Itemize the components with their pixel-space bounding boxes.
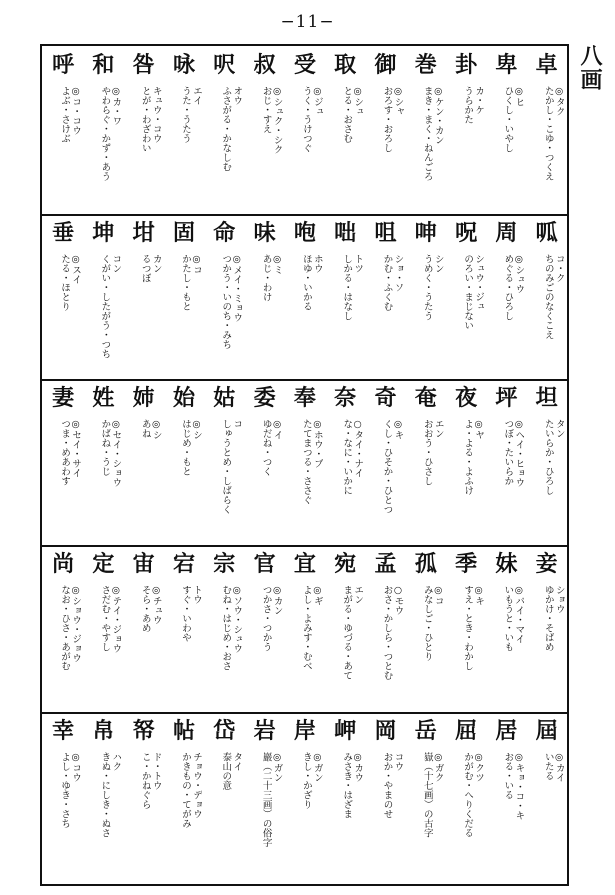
kanji-entry [164, 712, 204, 884]
kanji-entry [164, 46, 204, 214]
kanji-entry [527, 712, 567, 884]
kanji-entry [43, 379, 83, 545]
kanji-reading: ◎シュク・シク おじ・すえ [260, 86, 283, 154]
kanji-entry [245, 545, 285, 712]
kanji-reading: ◎テイ・ジョウ さだむ・やすし [99, 585, 122, 653]
kanji-character: 屈 [455, 718, 478, 744]
kanji-reading: ショウ ゆかけ・そばめ [542, 585, 565, 652]
kanji-reading: チョウ・デョウ かきもの・てがみ [180, 752, 202, 828]
kanji-reading: ◎シ はじめ・もと [180, 419, 202, 476]
kanji-reading: ◎チュウ そら・あめ [139, 585, 162, 633]
kanji-reading: ◎ホウ・ブ たてまつる・ささぐ [300, 419, 323, 505]
kanji-reading: シュウ・ジュ のろい・まじない [462, 254, 485, 330]
kanji-character: 岸 [293, 718, 316, 744]
kanji-character: 宜 [293, 551, 316, 577]
kanji-entry [285, 545, 325, 712]
kanji-reading: コ しゅうとめ・しばらく [220, 419, 243, 514]
kanji-character: 咀 [374, 220, 397, 246]
kanji-character: 咏 [172, 52, 195, 78]
kanji-entry [124, 46, 164, 214]
kanji-character: 妾 [535, 551, 558, 577]
kanji-character: 咄 [334, 220, 357, 246]
kanji-character: 岬 [334, 718, 357, 744]
kanji-reading: ド・トウ こ・かねぐら [139, 752, 162, 809]
kanji-entry [124, 379, 164, 545]
kanji-entry [325, 545, 365, 712]
kanji-entry [164, 379, 204, 545]
kanji-character: 帑 [132, 718, 155, 744]
kanji-entry [204, 379, 244, 545]
kanji-entry [486, 712, 526, 884]
kanji-character: 咆 [293, 220, 316, 246]
kanji-entry [124, 545, 164, 712]
kanji-character: 受 [293, 52, 316, 78]
kanji-reading: ◎ヒ ひくし・いやし [502, 86, 525, 153]
kanji-entry [164, 214, 204, 379]
kanji-reading: ◎ジュ うく・うけつぐ [300, 86, 323, 153]
kanji-entry [83, 46, 123, 214]
kanji-reading: ○タイ・ナイ な・なに・いかに [341, 419, 364, 495]
kanji-entry [124, 214, 164, 379]
kanji-character: 取 [334, 52, 357, 78]
kanji-reading: コ・ク ちのみごのなくこえ [542, 254, 565, 340]
kanji-character: 味 [253, 220, 276, 246]
kanji-reading: ◎コ みなしご・ひとり [421, 585, 444, 661]
kanji-reading: ◎キ すえ・とき・わかし [462, 585, 485, 671]
kanji-character: 姓 [92, 385, 115, 411]
kanji-entry [204, 214, 244, 379]
kanji-reading: トツ しかる・はなし [341, 254, 364, 321]
kanji-character: 帖 [172, 718, 195, 744]
table-row [42, 214, 567, 381]
kanji-entry [366, 712, 406, 884]
kanji-reading: ◎ミ あじ・わけ [260, 254, 283, 302]
kanji-reading: ◎キョ・コ・キ おる・いる [502, 752, 525, 820]
kanji-reading: ○モウ おさ・かしら・つとむ [381, 585, 404, 680]
kanji-character: 季 [455, 551, 478, 577]
kanji-entry [285, 379, 325, 545]
kanji-character: 岡 [374, 718, 397, 744]
kanji-entry [527, 214, 567, 379]
kanji-reading: ◎ガン 巖（二十三画）の俗字 [260, 752, 283, 847]
kanji-entry [83, 214, 123, 379]
kanji-entry [285, 214, 325, 379]
kanji-entry [406, 545, 446, 712]
kanji-reading: ◎バイ・マイ いもうと・いも [502, 585, 525, 652]
kanji-reading: エイ うた・うたう [180, 86, 202, 143]
kanji-entry [366, 214, 406, 379]
kanji-reading: ◎ギ よし・よみす・むべ [300, 585, 323, 671]
kanji-character: 岳 [414, 718, 437, 744]
kanji-reading: オウ ふさがる・かなしむ [220, 86, 243, 172]
kanji-character: 定 [92, 551, 115, 577]
kanji-character: 呻 [414, 220, 437, 246]
kanji-entry [486, 214, 526, 379]
kanji-entry [486, 379, 526, 545]
kanji-entry [43, 214, 83, 379]
kanji-entry [164, 545, 204, 712]
kanji-entry [406, 46, 446, 214]
kanji-entry [446, 545, 486, 712]
kanji-entry [486, 46, 526, 214]
kanji-entry [325, 379, 365, 545]
kanji-reading: エン まがる・ゆづる・あて [341, 585, 364, 680]
kanji-character: 帛 [92, 718, 115, 744]
kanji-reading: ◎セイ・サイ つま・めあわす [59, 419, 82, 486]
kanji-character: 姑 [213, 385, 236, 411]
kanji-character: 孟 [374, 551, 397, 577]
kanji-entry [366, 46, 406, 214]
table-row [42, 712, 567, 884]
kanji-reading: ◎ヤ よ・よる・よふけ [462, 419, 485, 495]
kanji-table [40, 44, 569, 886]
kanji-entry [285, 46, 325, 214]
kanji-entry [43, 545, 83, 712]
kanji-entry [245, 712, 285, 884]
kanji-entry [446, 712, 486, 884]
kanji-reading: ◎コウ よし・ゆき・さち [59, 752, 82, 828]
kanji-character: 呪 [455, 220, 478, 246]
kanji-character: 夜 [455, 385, 478, 411]
kanji-character: 坪 [495, 385, 518, 411]
kanji-reading: ◎シ あね [139, 419, 162, 440]
kanji-entry [204, 712, 244, 884]
kanji-reading: タン たいらか・ひろし [542, 419, 565, 495]
kanji-character: 官 [253, 551, 276, 577]
kanji-reading: ◎ショウ・ジョウ なお・ひさ・あがむ [59, 585, 82, 671]
kanji-entry [527, 545, 567, 712]
kanji-character: 宗 [213, 551, 236, 577]
kanji-entry [527, 46, 567, 214]
kanji-character: 奄 [414, 385, 437, 411]
kanji-character: 叔 [253, 52, 276, 78]
kanji-reading: ◎カイ いたる [542, 752, 565, 782]
kanji-reading: コン くがい・したがう・つち [99, 254, 122, 359]
kanji-reading: ◎カウ みさき・はざま [341, 752, 364, 819]
kanji-reading: ◎シュ とる・おさむ [341, 86, 364, 143]
kanji-entry [285, 712, 325, 884]
kanji-reading: ◎ガン きし・かざり [300, 752, 323, 809]
kanji-reading: コウ おか・やまのせ [381, 752, 404, 819]
kanji-entry [204, 46, 244, 214]
kanji-reading: ◎ヘイ・ヒョウ つぼ・たいらか [502, 419, 525, 487]
kanji-entry [325, 214, 365, 379]
kanji-reading: トウ すぐ・いわや [180, 585, 202, 642]
kanji-character: 周 [495, 220, 518, 246]
kanji-character: 奇 [374, 385, 397, 411]
kanji-character: 尚 [52, 551, 75, 577]
kanji-character: 幸 [52, 718, 75, 744]
kanji-reading: ◎ソウ・シュウ むね・はじめ・おさ [220, 585, 243, 671]
kanji-entry [446, 379, 486, 545]
kanji-entry [43, 46, 83, 214]
kanji-entry [43, 712, 83, 884]
kanji-entry [406, 214, 446, 379]
kanji-character: 巻 [414, 52, 437, 78]
kanji-entry [83, 545, 123, 712]
kanji-entry [366, 545, 406, 712]
kanji-character: 卑 [495, 52, 518, 78]
table-row [42, 46, 567, 216]
kanji-reading: カ・ケ うらかた [462, 86, 485, 124]
kanji-entry [446, 214, 486, 379]
kanji-reading: シン うめく・うたう [421, 254, 444, 321]
kanji-reading: タイ 泰山の意 [220, 752, 243, 790]
kanji-entry [245, 379, 285, 545]
section-label: 八画 [577, 44, 603, 92]
kanji-entry [446, 46, 486, 214]
kanji-reading: ◎スイ たる・ほとり [59, 254, 82, 311]
kanji-character: 屆 [535, 718, 558, 744]
kanji-character: 垂 [52, 220, 75, 246]
kanji-entry [245, 214, 285, 379]
kanji-reading: ◎カ・ワ やわらぐ・かず・あう [99, 86, 122, 181]
kanji-reading: ◎シャ おろす・おろし [381, 86, 404, 153]
kanji-character: 坤 [92, 220, 115, 246]
kanji-character: 呼 [52, 52, 75, 78]
kanji-reading: ◎セイ・ショウ かばね・うじ [99, 419, 122, 487]
kanji-character: 卦 [455, 52, 478, 78]
kanji-entry [527, 379, 567, 545]
kanji-reading: エン おおう・ひさし [421, 419, 444, 486]
kanji-character: 固 [172, 220, 195, 246]
kanji-reading: ◎イ ゆだね・つく [260, 419, 283, 476]
kanji-entry [83, 379, 123, 545]
kanji-reading: ◎クツ かがむ・へりくだる [462, 752, 485, 838]
kanji-character: 呱 [535, 220, 558, 246]
kanji-entry [83, 712, 123, 884]
kanji-character: 奈 [334, 385, 357, 411]
kanji-reading: キュウ・コウ とが・わざわい [139, 86, 162, 153]
kanji-reading: ハク きぬ・にしき・ぬさ [99, 752, 122, 838]
kanji-character: 居 [495, 718, 518, 744]
kanji-reading: カン るつぼ [139, 254, 162, 283]
kanji-character: 坩 [132, 220, 155, 246]
kanji-entry [245, 46, 285, 214]
kanji-reading: ◎ガク 嶽（十七画）の古字 [421, 752, 444, 838]
kanji-character: 卓 [535, 52, 558, 78]
kanji-reading: ◎ケン・カン まき・まく・ねんごろ [421, 86, 444, 181]
kanji-character: 命 [213, 220, 236, 246]
kanji-character: 坦 [535, 385, 558, 411]
kanji-entry [486, 545, 526, 712]
table-row [42, 545, 567, 714]
kanji-character: 姉 [132, 385, 155, 411]
kanji-entry [406, 712, 446, 884]
kanji-character: 宕 [172, 551, 195, 577]
kanji-character: 呎 [213, 52, 236, 78]
table-row [42, 379, 567, 547]
kanji-reading: ◎シュウ めぐる・ひろし [502, 254, 525, 321]
kanji-character: 宛 [334, 551, 357, 577]
kanji-entry [124, 712, 164, 884]
kanji-character: 和 [92, 52, 115, 78]
kanji-entry [406, 379, 446, 545]
kanji-reading: ◎コ・コウ よぶ・さけぶ [59, 86, 82, 143]
kanji-entry [325, 46, 365, 214]
kanji-reading: ◎カン つかさ・つかう [260, 585, 283, 652]
kanji-character: 委 [253, 385, 276, 411]
kanji-reading: ◎メイ・ミョウ つかう・いのち・みち [220, 254, 243, 349]
kanji-entry [325, 712, 365, 884]
kanji-reading: ◎タク たかし・こゆ・つくえ [542, 86, 565, 181]
kanji-character: 孤 [414, 551, 437, 577]
kanji-reading: ホウ ほゆ・いかる [300, 254, 323, 311]
kanji-character: 妻 [52, 385, 75, 411]
kanji-reading: ショ・ソ かむ・ふくむ [381, 254, 404, 311]
kanji-reading: ◎キ くし・ひそか・ひとつ [381, 419, 404, 514]
kanji-character: 妹 [495, 551, 518, 577]
kanji-entry [204, 545, 244, 712]
kanji-character: 岩 [253, 718, 276, 744]
kanji-entry [366, 379, 406, 545]
kanji-character: 岱 [213, 718, 236, 744]
kanji-character: 咎 [132, 52, 155, 78]
page-number: −11− [280, 12, 335, 32]
kanji-character: 御 [374, 52, 397, 78]
kanji-character: 始 [172, 385, 195, 411]
kanji-character: 奉 [293, 385, 316, 411]
kanji-character: 宙 [132, 551, 155, 577]
kanji-reading: ◎コ かたし・もと [180, 254, 202, 311]
